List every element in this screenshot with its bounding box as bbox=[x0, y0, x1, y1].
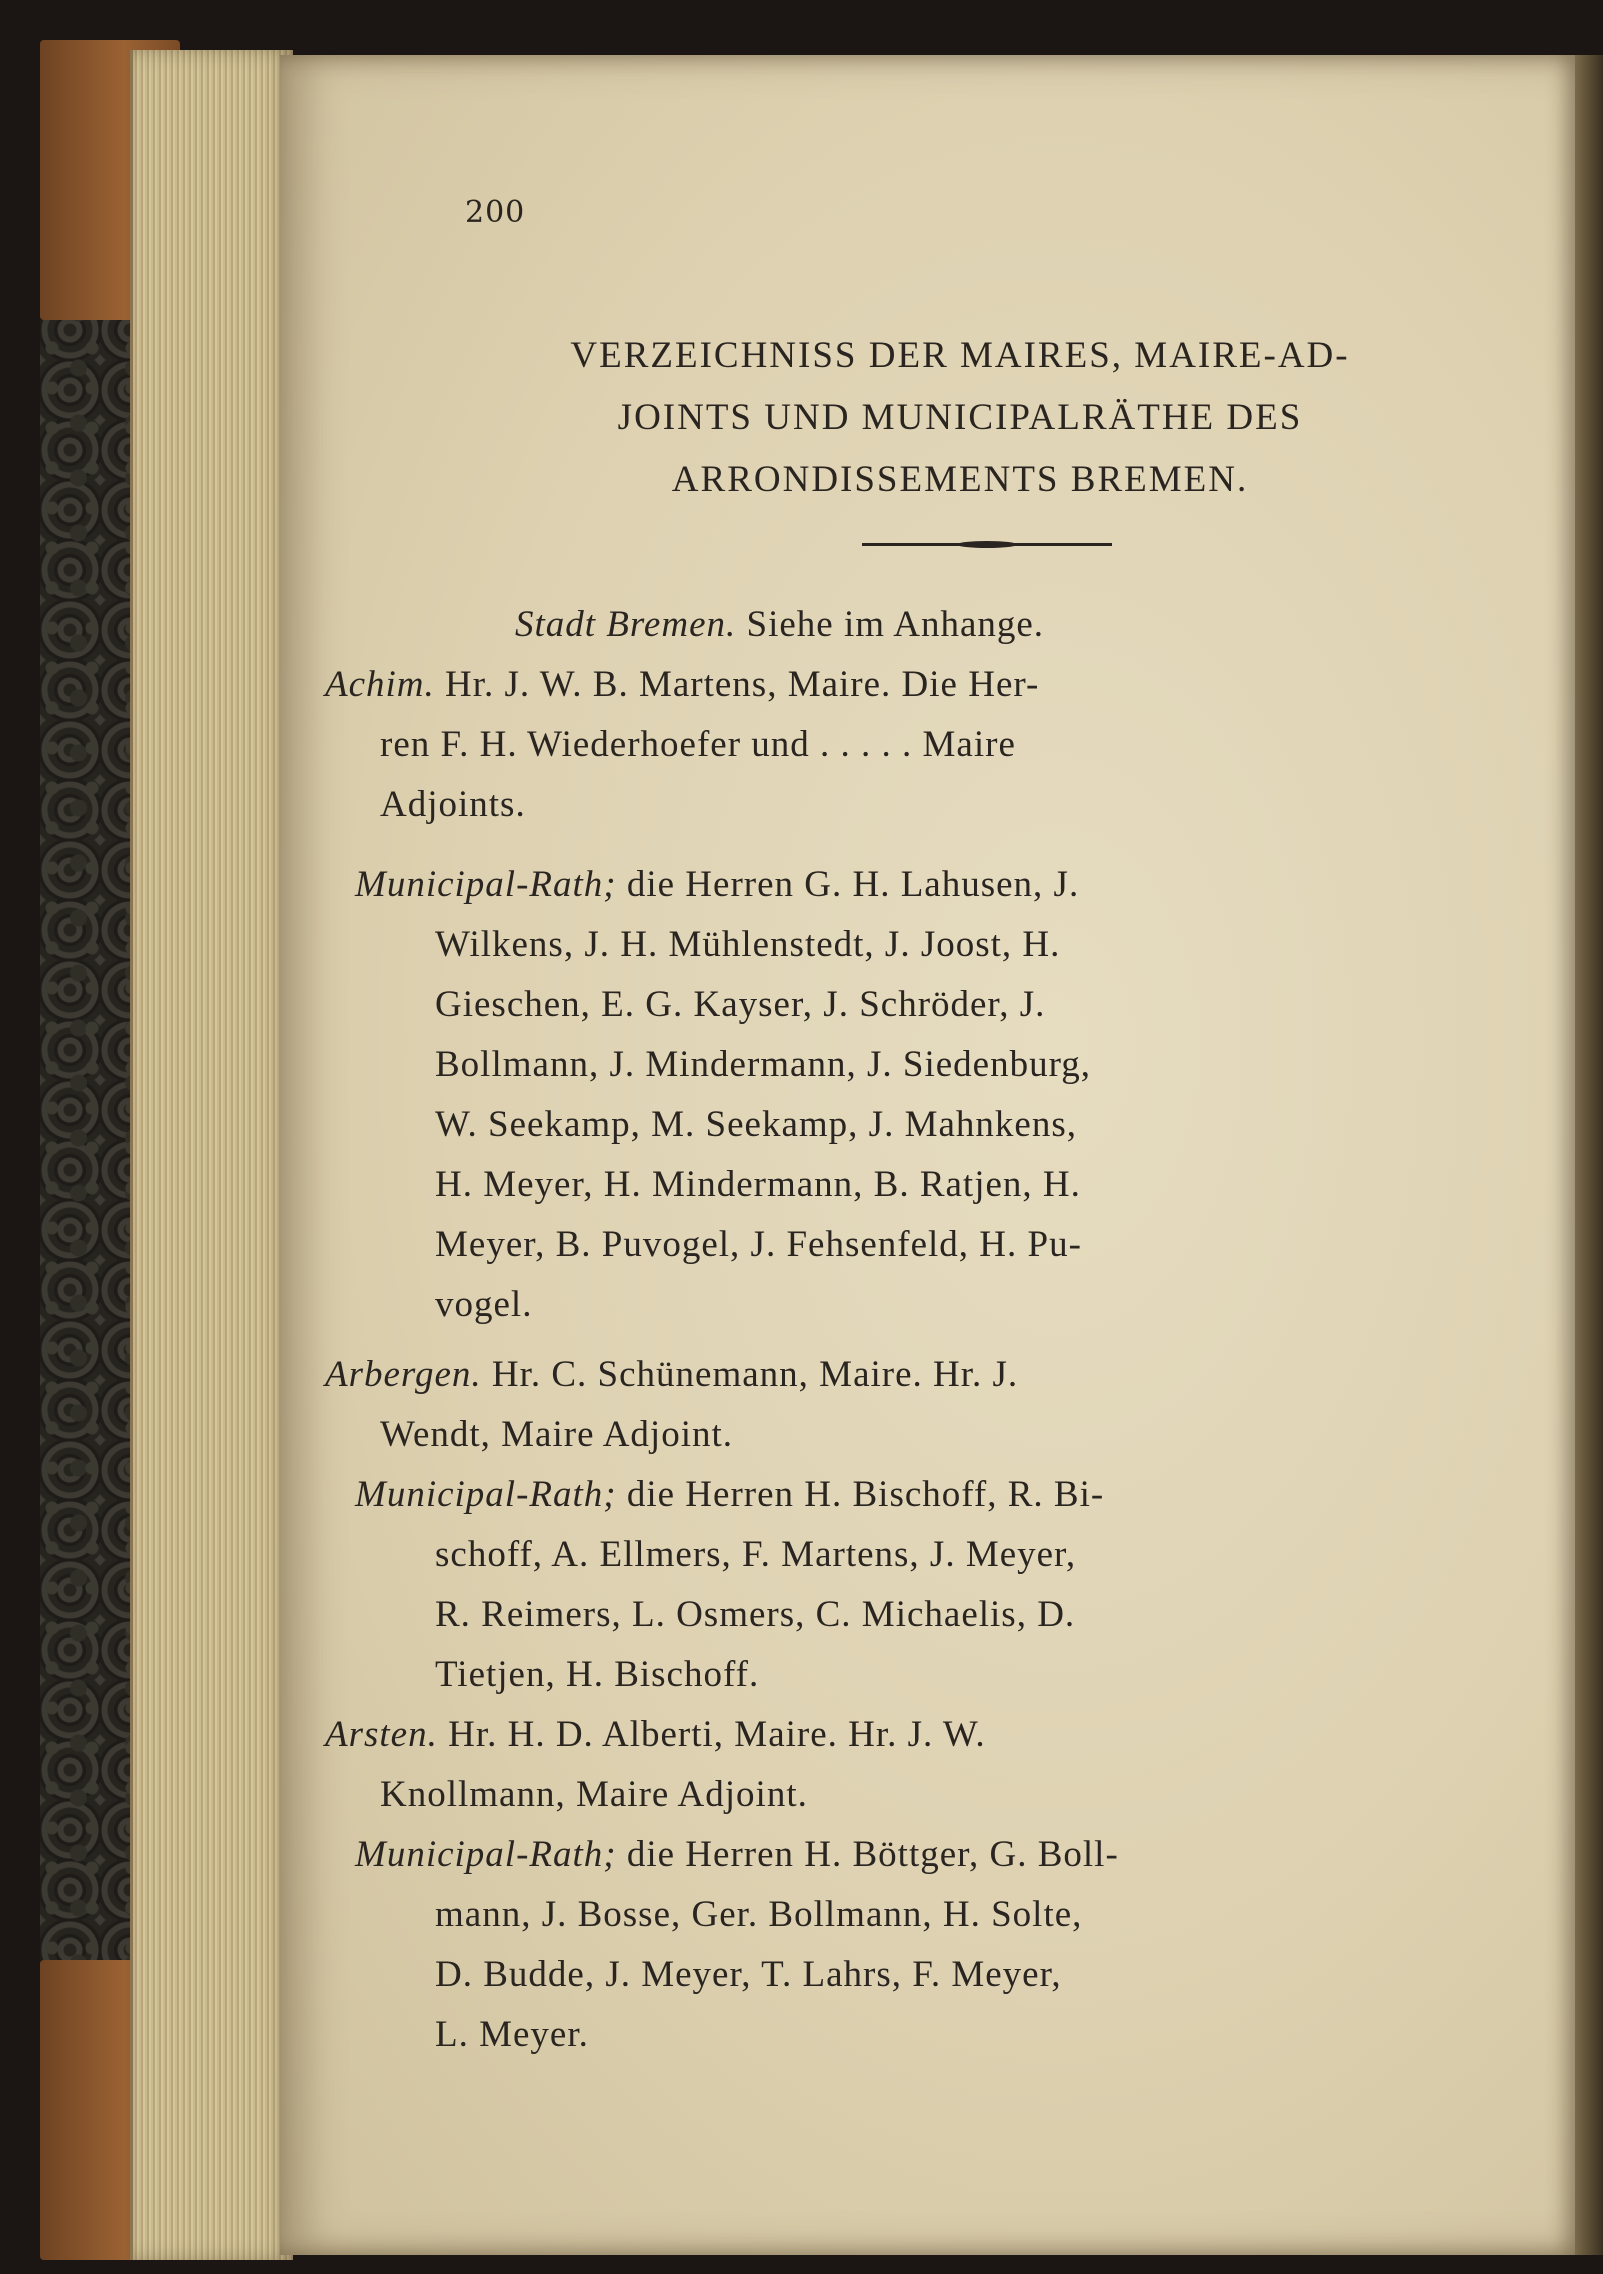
entry-line: Gieschen, E. G. Kayser, J. Schröder, J. bbox=[435, 984, 1046, 1025]
entry-line bbox=[325, 655, 1515, 715]
entry-arsten bbox=[325, 1705, 1515, 1825]
entry-place: Stadt Bremen. bbox=[515, 604, 737, 645]
entry-line: schoff, A. Ellmers, F. Martens, J. Meyer, bbox=[435, 1534, 1077, 1575]
entry-stadt-bremen bbox=[515, 595, 1545, 655]
entry-line: mann, J. Bosse, Ger. Bollmann, H. Solte, bbox=[435, 1894, 1083, 1935]
entry-line bbox=[325, 1705, 1515, 1765]
entry-line bbox=[355, 1465, 1515, 1525]
heading-line: ARRONDISSEMENTS BREMEN. bbox=[671, 459, 1249, 500]
page-heading bbox=[340, 325, 1580, 511]
entry-text: Siehe im Anhange. bbox=[736, 604, 1045, 645]
entry-municipal-rath-arsten bbox=[355, 1825, 1515, 2065]
page-number: 200 bbox=[465, 195, 526, 230]
entry-line bbox=[325, 775, 1515, 835]
entry-place: Achim. bbox=[325, 664, 435, 705]
entry-place: Arsten. bbox=[325, 1714, 438, 1755]
entry-text: ren F. H. Wiederhoefer und . . . . . Maire bbox=[380, 724, 1016, 765]
entry-label: Municipal-Rath; bbox=[355, 1474, 617, 1515]
heading-line: JOINTS UND MUNICIPALRÄTHE DES bbox=[617, 397, 1303, 438]
entry-line: Knollmann, Maire Adjoint. bbox=[380, 1774, 808, 1815]
entry-text: die Herren H. Böttger, G. Boll- bbox=[616, 1834, 1119, 1875]
entry-line: Wendt, Maire Adjoint. bbox=[380, 1414, 734, 1455]
entry-line: H. Meyer, H. Mindermann, B. Ratjen, H. bbox=[435, 1164, 1081, 1205]
page-edges bbox=[130, 50, 293, 2260]
decorative-rule bbox=[862, 543, 1112, 546]
heading-line: VERZEICHNISS DER MAIRES, MAIRE-AD- bbox=[570, 335, 1350, 376]
book-page bbox=[280, 55, 1575, 2255]
entry-line bbox=[515, 595, 1545, 655]
entry-line: L. Meyer. bbox=[435, 2014, 589, 2055]
entry-line: vogel. bbox=[435, 1284, 533, 1325]
entry-label: Municipal-Rath; bbox=[355, 1834, 617, 1875]
entry-label: Municipal-Rath; bbox=[355, 864, 617, 905]
entry-line bbox=[355, 855, 1515, 915]
entry-line: Wilkens, J. H. Mühlenstedt, J. Joost, H. bbox=[435, 924, 1061, 965]
entry-text: Hr. J. W. B. Martens, Maire. Die Her- bbox=[434, 664, 1040, 705]
entry-text: Hr. C. Schünemann, Maire. Hr. J. bbox=[481, 1354, 1019, 1395]
entry-municipal-rath-arbergen bbox=[355, 1465, 1515, 1705]
entry-line bbox=[355, 1825, 1515, 1885]
entry-municipal-rath-achim bbox=[355, 855, 1515, 1335]
entry-line: W. Seekamp, M. Seekamp, J. Mahnkens, bbox=[435, 1104, 1077, 1145]
entry-achim bbox=[325, 655, 1515, 835]
entry-line: Tietjen, H. Bischoff. bbox=[435, 1654, 760, 1695]
entry-line bbox=[325, 1345, 1515, 1405]
entry-text: die Herren H. Bischoff, R. Bi- bbox=[616, 1474, 1105, 1515]
entry-text: die Herren G. H. Lahusen, J. bbox=[616, 864, 1080, 905]
entry-line: R. Reimers, L. Osmers, C. Michaelis, D. bbox=[435, 1594, 1076, 1635]
entry-text: Adjoints. bbox=[380, 784, 526, 825]
entry-line: Meyer, B. Puvogel, J. Fehsenfeld, H. Pu- bbox=[435, 1224, 1082, 1265]
entry-arbergen bbox=[325, 1345, 1515, 1465]
entry-place: Arbergen. bbox=[325, 1354, 482, 1395]
entry-line: Bollmann, J. Mindermann, J. Siedenburg, bbox=[435, 1044, 1091, 1085]
entry-line bbox=[325, 715, 1515, 775]
entry-line: D. Budde, J. Meyer, T. Lahrs, F. Meyer, bbox=[435, 1954, 1062, 1995]
entry-text: Hr. H. D. Alberti, Maire. Hr. J. W. bbox=[437, 1714, 986, 1755]
